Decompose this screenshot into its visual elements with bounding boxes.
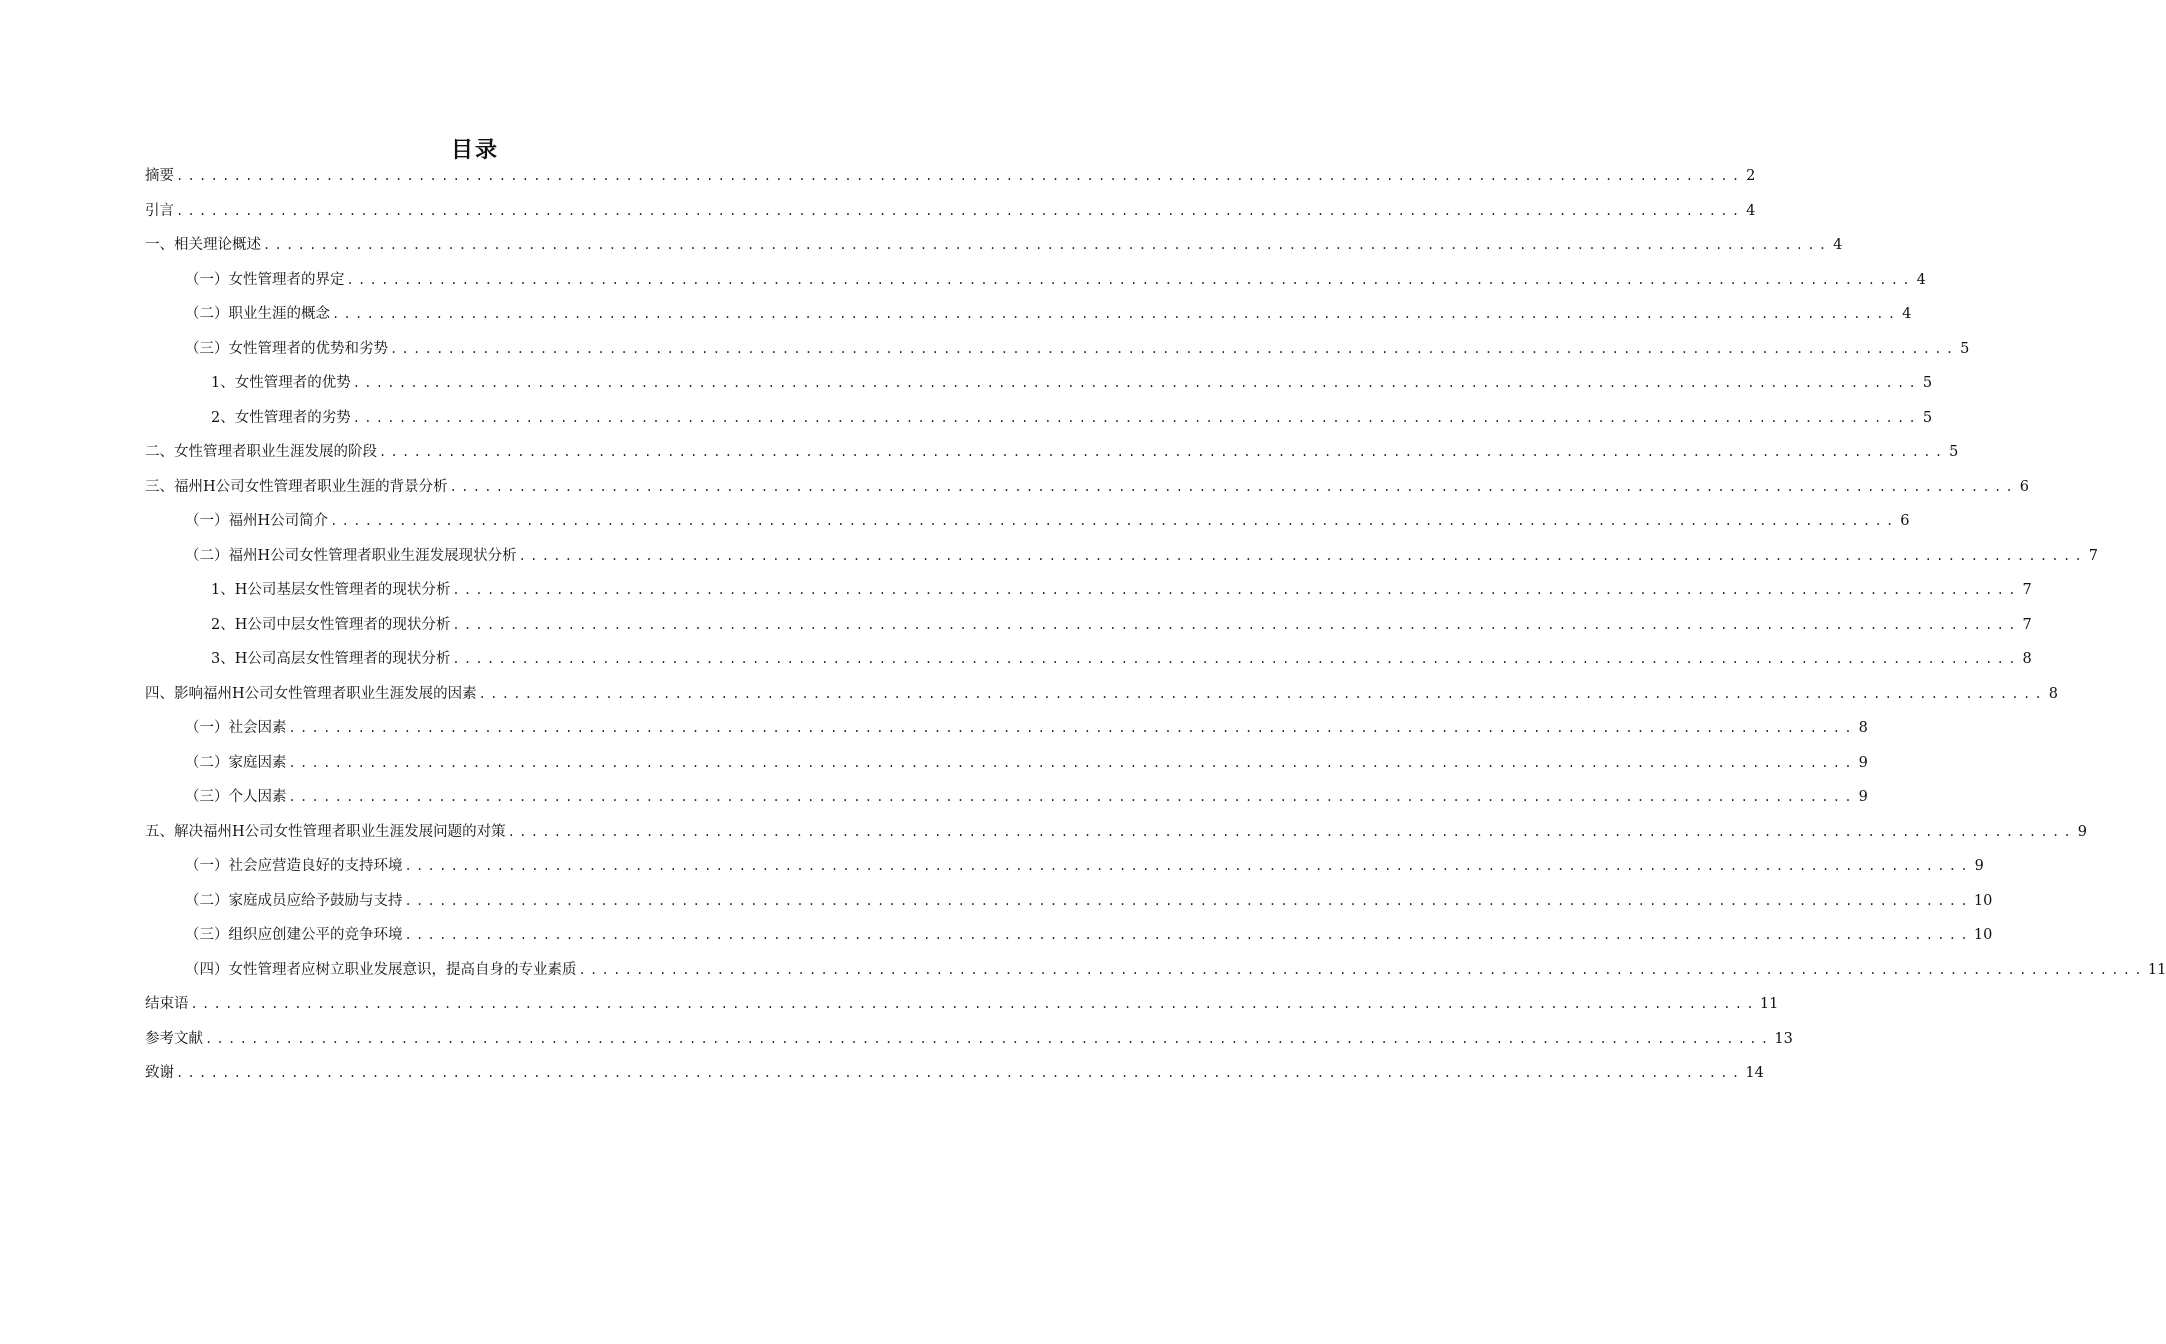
- toc-entry[interactable]: [145, 815, 2088, 850]
- toc-entry-label: 1、H公司基层女性管理者的现状分析: [211, 582, 451, 598]
- toc-entry[interactable]: [145, 504, 1910, 539]
- toc-page-number: 9: [1974, 858, 1984, 874]
- toc-entry-label: 一、相关理论概述: [145, 237, 261, 253]
- toc-entry-label: （一）社会应营造良好的支持环境: [185, 858, 403, 874]
- toc-dot-leader: ........................................................................................................................................: [404, 928, 1972, 942]
- toc-entry[interactable]: [145, 263, 1926, 298]
- toc-dot-leader: ........................................................................................................................................: [404, 893, 1972, 908]
- toc-dot-leader: ........................................................................................................................................: [507, 824, 2076, 839]
- toc-page-number: 13: [1774, 1030, 1793, 1047]
- toc-entry[interactable]: [145, 677, 2059, 712]
- toc-dot-leader: ........................................................................................................................................: [176, 169, 1744, 183]
- toc-entry-label: （一）社会因素: [185, 720, 287, 736]
- toc-entry-label: （二）职业生涯的概念: [185, 306, 330, 322]
- toc-page-number: 8: [2022, 651, 2032, 667]
- toc-page-number: 9: [2077, 823, 2088, 840]
- toc-entry[interactable]: [145, 953, 2166, 988]
- page-title: 目录: [450, 138, 499, 163]
- toc-entry[interactable]: [145, 746, 1868, 781]
- toc-dot-leader: ........................................................................................................................................: [452, 583, 2020, 597]
- toc-dot-leader: ........................................................................................................................................: [578, 962, 2146, 977]
- toc-dot-leader: ........................................................................................................................................: [176, 203, 1744, 218]
- toc-page-number: 10: [1973, 927, 1993, 943]
- toc-entry[interactable]: [145, 1022, 1793, 1057]
- toc-entry[interactable]: [145, 366, 1933, 401]
- toc-page-number: 5: [1922, 375, 1933, 391]
- toc-entry[interactable]: [145, 711, 1868, 746]
- toc-entry[interactable]: [145, 849, 1984, 884]
- toc-entry-label: 结束语: [145, 996, 189, 1012]
- toc-page-number: 11: [2147, 961, 2166, 978]
- toc-entry-label: 三、福州H公司女性管理者职业生涯的背景分析: [145, 478, 448, 495]
- toc-dot-leader: ........................................................................................................................................: [404, 859, 1972, 873]
- toc-page-number: 7: [2022, 616, 2032, 633]
- toc-dot-leader: ........................................................................................................................................: [452, 652, 2020, 666]
- toc-dot-leader: ........................................................................................................................................: [390, 341, 1958, 356]
- toc-entry[interactable]: [145, 228, 1843, 263]
- toc-entry[interactable]: [145, 159, 1756, 194]
- toc-page-number: 8: [2048, 685, 2059, 702]
- toc-entry[interactable]: [145, 642, 2032, 677]
- toc-page-number: 7: [2088, 547, 2099, 564]
- toc-entry[interactable]: [145, 539, 2099, 574]
- toc-entry-label: （三）组织应创建公平的竞争环境: [185, 927, 403, 943]
- toc-entry-label: 2、H公司中层女性管理者的现状分析: [211, 616, 451, 633]
- toc-dot-leader: ........................................................................................................................................: [332, 307, 1900, 321]
- toc-dot-leader: ........................................................................................................................................: [518, 548, 2087, 563]
- toc-dot-leader: ........................................................................................................................................: [330, 514, 1898, 528]
- toc-page-number: 4: [1746, 202, 1756, 219]
- toc-entry-label: 二、女性管理者职业生涯发展的阶段: [145, 444, 377, 460]
- toc-page-number: 9: [1858, 754, 1868, 771]
- toc-dot-leader: ........................................................................................................................................: [452, 617, 2020, 632]
- toc-entry[interactable]: [145, 780, 1868, 815]
- toc-page-number: 2: [1746, 168, 1756, 184]
- toc-dot-leader: ........................................................................................................................................: [176, 1066, 1744, 1080]
- toc-dot-leader: ........................................................................................................................................: [352, 376, 1921, 390]
- toc-page-number: 9: [1858, 789, 1868, 805]
- toc-entry-label: （一）福州H公司简介: [185, 513, 329, 529]
- toc-entry[interactable]: [145, 1056, 1764, 1091]
- toc-entry-label: 2、女性管理者的劣势: [211, 409, 351, 426]
- toc-entry-label: （二）家庭成员应给予鼓励与支持: [185, 892, 403, 909]
- toc-dot-leader: ........................................................................................................................................: [288, 755, 1856, 770]
- toc-entry[interactable]: [145, 435, 1959, 470]
- toc-page-number: 5: [1960, 340, 1970, 357]
- toc-dot-leader: ........................................................................................................................................: [449, 479, 2018, 494]
- toc-page-number: 5: [1949, 444, 1959, 460]
- toc-entry-label: （三）个人因素: [185, 789, 287, 805]
- toc-entry-label: （四）女性管理者应树立职业发展意识，提高自身的专业素质: [185, 961, 577, 978]
- toc-entry-label: 五、解决福州H公司女性管理者职业生涯发展问题的对策: [145, 823, 506, 840]
- toc-entry[interactable]: [145, 470, 2030, 505]
- toc-dot-leader: ........................................................................................................................................: [379, 445, 1947, 459]
- toc-dot-leader: ........................................................................................................................................: [263, 238, 1831, 252]
- toc-page-number: 6: [2019, 478, 2030, 495]
- toc-entry[interactable]: [145, 884, 1993, 919]
- toc-entry-label: （三）女性管理者的优势和劣势: [185, 340, 388, 357]
- toc-entry[interactable]: [145, 573, 2032, 608]
- toc-entry[interactable]: [145, 332, 1970, 367]
- toc-entry-label: 致谢: [145, 1065, 174, 1081]
- toc-page-number: 5: [1922, 409, 1933, 426]
- toc-entry[interactable]: [145, 297, 1912, 332]
- toc-page-number: 4: [1916, 271, 1926, 288]
- toc-page-number: 6: [1900, 513, 1910, 529]
- toc-dot-leader: ........................................................................................................................................: [352, 410, 1921, 425]
- toc-dot-leader: ........................................................................................................................................: [288, 790, 1856, 804]
- toc-dot-leader: ........................................................................................................................................: [190, 997, 1758, 1011]
- toc-entry-label: （二）家庭因素: [185, 754, 287, 771]
- toc-entry-label: （二）福州H公司女性管理者职业生涯发展现状分析: [185, 547, 517, 564]
- toc-entry[interactable]: [145, 401, 1933, 436]
- toc-entry-label: 摘要: [145, 168, 174, 184]
- toc-dot-leader: ........................................................................................................................................: [205, 1031, 1773, 1046]
- toc-entry-label: 四、影响福州H公司女性管理者职业生涯发展的因素: [145, 685, 477, 702]
- toc-entry[interactable]: [145, 918, 1993, 953]
- toc-page-number: 7: [2022, 582, 2032, 598]
- toc-entry-label: 1、女性管理者的优势: [211, 375, 351, 391]
- toc-entry-label: 3、H公司高层女性管理者的现状分析: [211, 651, 451, 667]
- toc-dot-leader: ........................................................................................................................................: [288, 721, 1856, 735]
- toc-entry[interactable]: [145, 194, 1756, 229]
- toc-dot-leader: ........................................................................................................................................: [346, 272, 1914, 287]
- toc-entry[interactable]: [145, 987, 1779, 1022]
- toc-page-number: 4: [1833, 237, 1843, 253]
- toc-entry-label: 引言: [145, 202, 174, 219]
- toc-page-number: 14: [1745, 1065, 1764, 1081]
- table-of-contents: [145, 159, 2166, 1091]
- toc-page-number: 11: [1759, 996, 1779, 1012]
- toc-page-number: 8: [1858, 720, 1868, 736]
- toc-entry[interactable]: [145, 608, 2032, 643]
- toc-page-number: 10: [1973, 892, 1993, 909]
- toc-dot-leader: ........................................................................................................................................: [478, 686, 2047, 701]
- toc-entry-label: 参考文献: [145, 1030, 203, 1047]
- toc-page-number: 4: [1902, 306, 1912, 322]
- toc-entry-label: （一）女性管理者的界定: [185, 271, 345, 288]
